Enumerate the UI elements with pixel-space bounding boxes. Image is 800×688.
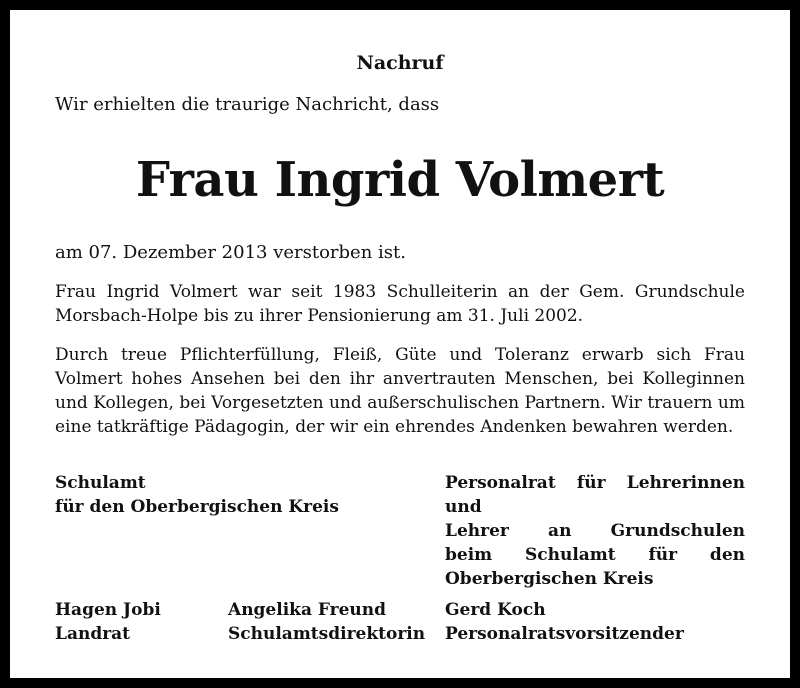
tribute-paragraph: Durch treue Pflichterfüllung, Fleiß, Güte und Toleranz erwarb sich Frau Volmert hohes Ansehen bei den ihr anvertrauten Menschen, bei Kolleginnen und Kollegen, bei Vorgesetzten und außerschulischen Partnern. Wir trauern um eine tatkräftige Pädagogin, der wir ein ehrendes Andenken bewahren werden. bbox=[55, 345, 745, 437]
signatory-title: Personalratsvorsitzender bbox=[445, 624, 684, 644]
sender-left-line: Schulamt bbox=[55, 473, 146, 493]
sender-right-line: Personalrat für Lehrerinnen und bbox=[445, 473, 745, 517]
signatory-title: Landrat bbox=[55, 624, 131, 644]
notice-heading: Nachruf bbox=[356, 52, 444, 74]
sender-right-line: beim Schulamt für den bbox=[445, 545, 745, 565]
intro-line: Wir erhielten die traurige Nachricht, dass bbox=[55, 94, 440, 115]
signatory-name: Gerd Koch bbox=[445, 600, 546, 620]
signatory-title: Schulamtsdirektorin bbox=[228, 624, 426, 644]
death-date-line: am 07. Dezember 2013 verstorben ist. bbox=[55, 242, 406, 263]
signatory-2 bbox=[228, 598, 425, 646]
signatory-3 bbox=[445, 598, 684, 646]
signatory-name: Angelika Freund bbox=[228, 600, 387, 620]
signatory-1 bbox=[55, 598, 161, 646]
sender-right-line: Lehrer an Grundschulen bbox=[445, 521, 745, 541]
career-paragraph: Frau Ingrid Volmert war seit 1983 Schulleiterin an der Gem. Grundschule Morsbach-Holpe bis zu ihrer Pensionierung am 31. Juli 2002. bbox=[55, 282, 745, 326]
sender-left-line: für den Oberbergischen Kreis bbox=[55, 497, 339, 517]
sender-right-line: Oberbergischen Kreis bbox=[445, 569, 654, 589]
sender-staff-council bbox=[445, 471, 745, 591]
signatory-name: Hagen Jobi bbox=[55, 600, 161, 620]
deceased-name: Frau Ingrid Volmert bbox=[135, 152, 665, 208]
sender-school-office bbox=[55, 471, 339, 519]
